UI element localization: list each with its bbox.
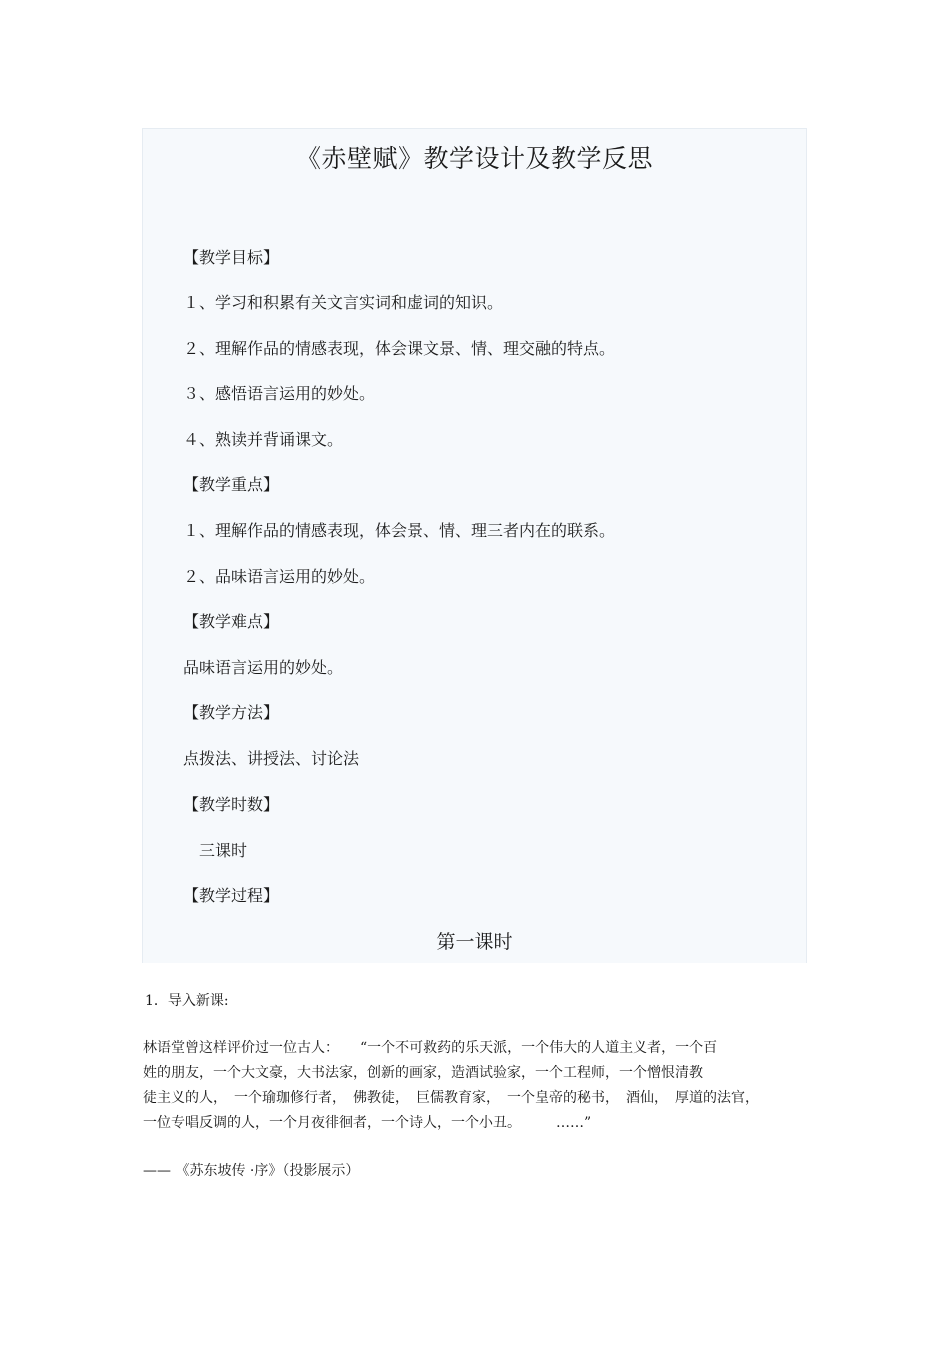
goal-item-1: １、学习和积累有关文言实词和虚词的知识。 — [183, 293, 504, 312]
quote-line-3: 徒主义的人， 一个瑜珈修行者， 佛教徒， 巨儒教育家， 一个皇帝的秘书， 酒仙， 厚道的法官， — [143, 1090, 759, 1106]
document-panel — [142, 128, 807, 963]
key-point-2: ２、品味语言运用的妙处。 — [183, 567, 376, 586]
document-title: 《赤壁赋》教学设计及教学反思 — [295, 144, 653, 173]
goal-item-4: ４、熟读并背诵课文。 — [183, 430, 344, 449]
key-point-1: １、理解作品的情感表现，体会景、情、理三者内在的联系。 — [183, 521, 616, 540]
citation: —— 《苏东坡传 ·序》（投影展示） — [143, 1163, 360, 1179]
quote-line-4: 一位专唱反调的人，一个月夜徘徊者，一个诗人，一个小丑。 ……” — [143, 1115, 592, 1131]
lesson-heading: 第一课时 — [436, 931, 513, 953]
heading-process: 【教学过程】 — [183, 886, 280, 905]
methods-text: 点拨法、讲授法、讨论法 — [183, 749, 360, 768]
difficulty-text: 品味语言运用的妙处。 — [183, 658, 344, 677]
heading-difficulties: 【教学难点】 — [183, 612, 280, 631]
heading-teaching-goals: 【教学目标】 — [183, 248, 280, 267]
heading-methods: 【教学方法】 — [183, 703, 280, 722]
quote-line-2: 姓的朋友，一个大文豪，大书法家，创新的画家，造酒试验家，一个工程师，一个憎恨清教 — [143, 1065, 703, 1081]
goal-item-2: ２、理解作品的情感表现，体会课文景、情、理交融的特点。 — [183, 339, 616, 358]
heading-hours: 【教学时数】 — [183, 795, 280, 814]
heading-key-points: 【教学重点】 — [183, 475, 280, 494]
hours-text: 三课时 — [199, 841, 248, 860]
section-heading: 1．导入新课: — [145, 993, 229, 1009]
quote-line-1: 林语堂曾这样评价过一位古人： “一个不可救药的乐天派，一个伟大的人道主义者，一个百 — [143, 1040, 718, 1056]
goal-item-3: ３、感悟语言运用的妙处。 — [183, 384, 376, 403]
